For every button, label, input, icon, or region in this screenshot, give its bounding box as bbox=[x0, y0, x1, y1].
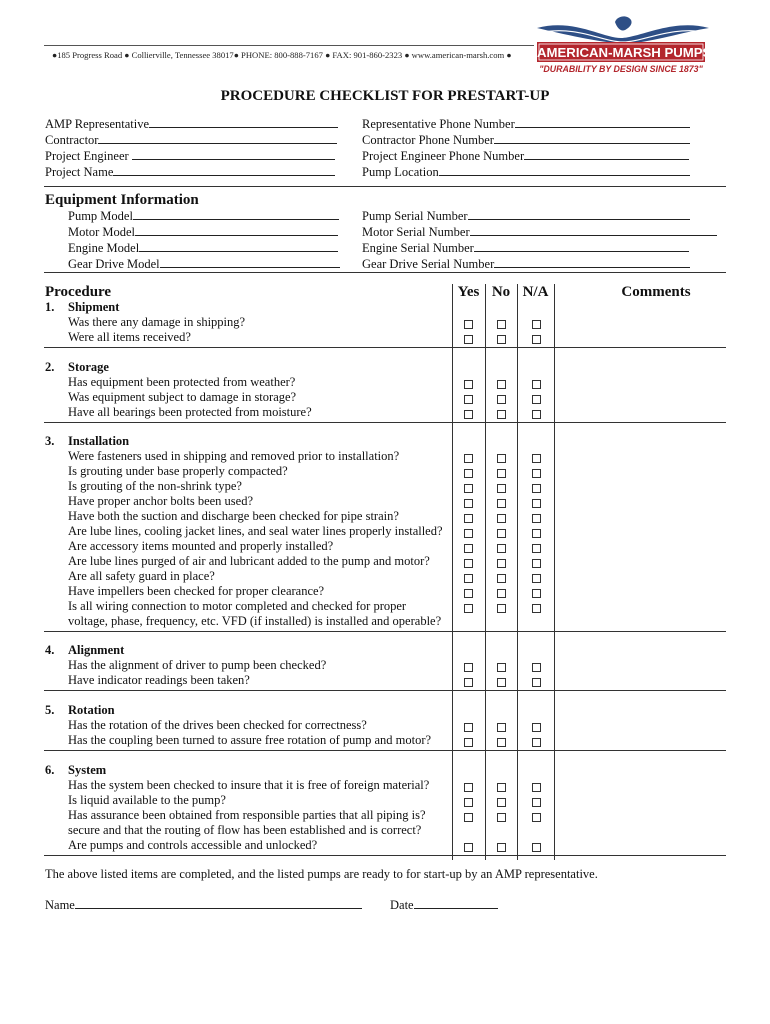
checkbox-na[interactable] bbox=[532, 738, 541, 747]
checkbox-yes[interactable] bbox=[464, 798, 473, 807]
checkbox-yes[interactable] bbox=[464, 589, 473, 598]
field-amp-representative[interactable]: AMP Representative bbox=[45, 116, 338, 132]
checklist-question: Was there any damage in shipping? bbox=[68, 315, 246, 329]
checklist-question: secure and that the routing of flow has been established and is correct? bbox=[68, 823, 422, 837]
checklist-question: Has assurance been obtained from responsible parties that all piping is? bbox=[68, 808, 426, 822]
checkbox-na[interactable] bbox=[532, 723, 541, 732]
procedure-heading: Procedure bbox=[45, 284, 112, 300]
checkbox-yes[interactable] bbox=[464, 320, 473, 329]
checkbox-yes[interactable] bbox=[464, 380, 473, 389]
column-line bbox=[485, 284, 486, 860]
col-na: N/A bbox=[522, 284, 549, 300]
equipment-left bbox=[68, 208, 340, 272]
field-project-engineer[interactable]: Project Engineer bbox=[45, 148, 338, 164]
field-motor-model[interactable]: Motor Model bbox=[68, 224, 340, 240]
checkbox-na[interactable] bbox=[532, 514, 541, 523]
checkbox-yes[interactable] bbox=[464, 529, 473, 538]
page-title: PROCEDURE CHECKLIST FOR PRESTART-UP bbox=[220, 88, 550, 104]
checklist-question: Is grouting under base properly compacted? bbox=[68, 464, 288, 478]
section-number: 2. bbox=[45, 360, 55, 374]
logo-tagline: "DURABILITY BY DESIGN SINCE 1873" bbox=[539, 64, 703, 74]
checkbox-na[interactable] bbox=[532, 574, 541, 583]
checkbox-yes[interactable] bbox=[464, 454, 473, 463]
checklist-question: Are accessory items mounted and properly installed? bbox=[68, 539, 334, 553]
checkbox-yes[interactable] bbox=[464, 484, 473, 493]
col-no: No bbox=[491, 284, 511, 300]
field-project-engineer-phone[interactable]: Project Engineer Phone Number bbox=[362, 148, 690, 164]
checklist-question: Have all bearings been protected from moisture? bbox=[68, 405, 312, 419]
equipment-right bbox=[362, 208, 717, 272]
checkbox-no[interactable] bbox=[497, 723, 506, 732]
checkbox-na[interactable] bbox=[532, 469, 541, 478]
checklist-question: Has the alignment of driver to pump been checked? bbox=[68, 658, 327, 672]
column-line bbox=[517, 284, 518, 860]
checkbox-na[interactable] bbox=[532, 544, 541, 553]
checkbox-na[interactable] bbox=[532, 559, 541, 568]
checklist-question: Was equipment subject to damage in storage? bbox=[68, 390, 297, 404]
field-engine-model[interactable]: Engine Model bbox=[68, 240, 340, 256]
checkbox-no[interactable] bbox=[497, 843, 506, 852]
field-engine-serial[interactable]: Engine Serial Number bbox=[362, 240, 717, 256]
section-number: 3. bbox=[45, 434, 55, 448]
field-pump-model[interactable]: Pump Model bbox=[68, 208, 340, 224]
checkbox-na[interactable] bbox=[532, 843, 541, 852]
checkbox-no[interactable] bbox=[497, 529, 506, 538]
section-number: 6. bbox=[45, 763, 55, 777]
checkbox-na[interactable] bbox=[532, 783, 541, 792]
checkbox-no[interactable] bbox=[497, 514, 506, 523]
checkbox-no[interactable] bbox=[497, 335, 506, 344]
checkbox-na[interactable] bbox=[532, 335, 541, 344]
checklist-question: Has the system been checked to insure that it is free of foreign material? bbox=[68, 778, 430, 792]
checkbox-yes[interactable] bbox=[464, 604, 473, 613]
contact-left bbox=[45, 116, 338, 180]
checklist-question: Is grouting of the non-shrink type? bbox=[68, 479, 242, 493]
checklist-question: Is all wiring connection to motor completed and checked for proper bbox=[68, 599, 407, 613]
checkbox-na[interactable] bbox=[532, 410, 541, 419]
checkbox-no[interactable] bbox=[497, 589, 506, 598]
checkbox-yes[interactable] bbox=[464, 395, 473, 404]
section-title: Installation bbox=[68, 434, 130, 448]
logo-text: AMERICAN-MARSH PUMPS bbox=[537, 45, 712, 60]
checkbox-na[interactable] bbox=[532, 529, 541, 538]
contact-right bbox=[362, 116, 690, 180]
header-rule bbox=[44, 45, 534, 46]
col-comments: Comments bbox=[621, 284, 691, 300]
checkbox-na[interactable] bbox=[532, 678, 541, 687]
checkbox-yes[interactable] bbox=[464, 514, 473, 523]
checkbox-yes[interactable] bbox=[464, 723, 473, 732]
checklist-question: Has the coupling been turned to assure free rotation of pump and motor? bbox=[68, 733, 432, 747]
section-divider bbox=[44, 855, 726, 856]
section-number: 1. bbox=[45, 300, 55, 314]
checkbox-no[interactable] bbox=[497, 559, 506, 568]
checkbox-na[interactable] bbox=[532, 454, 541, 463]
checkbox-yes[interactable] bbox=[464, 469, 473, 478]
checklist-question: Have proper anchor bolts been used? bbox=[68, 494, 253, 508]
section-title: System bbox=[68, 763, 107, 777]
divider bbox=[44, 186, 726, 187]
checkbox-no[interactable] bbox=[497, 320, 506, 329]
checklist-question: voltage, phase, frequency, etc. VFD (if installed) is installed and operable? bbox=[68, 614, 442, 628]
checkbox-na[interactable] bbox=[532, 499, 541, 508]
checkbox-no[interactable] bbox=[497, 738, 506, 747]
section-divider bbox=[44, 690, 726, 691]
section-divider bbox=[44, 422, 726, 423]
field-representative-phone[interactable]: Representative Phone Number bbox=[362, 116, 690, 132]
field-name[interactable]: Name bbox=[45, 897, 362, 913]
checkbox-yes[interactable] bbox=[464, 813, 473, 822]
checklist-question: Is liquid available to the pump? bbox=[68, 793, 226, 807]
completion-statement: The above listed items are completed, and the listed pumps are ready to for start-up by an AMP representative. bbox=[45, 867, 598, 881]
checklist-question: Were all items received? bbox=[68, 330, 191, 344]
checkbox-na[interactable] bbox=[532, 484, 541, 493]
section-divider bbox=[44, 750, 726, 751]
checkbox-no[interactable] bbox=[497, 604, 506, 613]
section-divider bbox=[44, 347, 726, 348]
field-gear-drive-model[interactable]: Gear Drive Model bbox=[68, 256, 340, 272]
field-project-name[interactable]: Project Name bbox=[45, 164, 338, 180]
checkbox-no[interactable] bbox=[497, 499, 506, 508]
checkbox-yes[interactable] bbox=[464, 559, 473, 568]
checklist-question: Are lube lines purged of air and lubricant added to the pump and motor? bbox=[68, 554, 430, 568]
checkbox-na[interactable] bbox=[532, 813, 541, 822]
checkbox-na[interactable] bbox=[532, 320, 541, 329]
checkbox-yes[interactable] bbox=[464, 678, 473, 687]
checklist-question: Have impellers been checked for proper clearance? bbox=[68, 584, 325, 598]
field-contractor-phone[interactable]: Contractor Phone Number bbox=[362, 132, 690, 148]
checkbox-na[interactable] bbox=[532, 395, 541, 404]
checklist-question: Are all safety guard in place? bbox=[68, 569, 215, 583]
column-line bbox=[554, 284, 555, 860]
checkbox-no[interactable] bbox=[497, 798, 506, 807]
field-contractor[interactable]: Contractor bbox=[45, 132, 338, 148]
checkbox-no[interactable] bbox=[497, 484, 506, 493]
checkbox-yes[interactable] bbox=[464, 663, 473, 672]
checkbox-yes[interactable] bbox=[464, 499, 473, 508]
checklist-question: Has equipment been protected from weather? bbox=[68, 375, 296, 389]
checkbox-yes[interactable] bbox=[464, 410, 473, 419]
section-title: Shipment bbox=[68, 300, 120, 314]
equipment-heading: Equipment Information bbox=[45, 192, 199, 208]
checkbox-no[interactable] bbox=[497, 395, 506, 404]
checkbox-no[interactable] bbox=[497, 813, 506, 822]
checkbox-no[interactable] bbox=[497, 454, 506, 463]
checkbox-yes[interactable] bbox=[464, 783, 473, 792]
field-pump-serial[interactable]: Pump Serial Number bbox=[362, 208, 717, 224]
checklist-question: Has the rotation of the drives been checked for correctness? bbox=[68, 718, 367, 732]
checkbox-yes[interactable] bbox=[464, 544, 473, 553]
section-title: Rotation bbox=[68, 703, 115, 717]
divider bbox=[44, 272, 726, 273]
column-line bbox=[452, 284, 453, 860]
checklist-question: Are lube lines, cooling jacket lines, and seal water lines properly installed? bbox=[68, 524, 443, 538]
checklist-question: Have indicator readings been taken? bbox=[68, 673, 250, 687]
section-title: Storage bbox=[68, 360, 109, 374]
checklist-question: Have both the suction and discharge been checked for pipe strain? bbox=[68, 509, 399, 523]
section-title: Alignment bbox=[68, 643, 125, 657]
checkbox-na[interactable] bbox=[532, 663, 541, 672]
checkbox-yes[interactable] bbox=[464, 335, 473, 344]
field-date[interactable]: Date bbox=[390, 897, 498, 913]
checkbox-no[interactable] bbox=[497, 469, 506, 478]
checklist-question: Are pumps and controls accessible and unlocked? bbox=[68, 838, 318, 852]
checkbox-na[interactable] bbox=[532, 589, 541, 598]
checkbox-no[interactable] bbox=[497, 380, 506, 389]
section-divider bbox=[44, 631, 726, 632]
checkbox-na[interactable] bbox=[532, 380, 541, 389]
checkbox-no[interactable] bbox=[497, 410, 506, 419]
field-gear-drive-serial[interactable]: Gear Drive Serial Number bbox=[362, 256, 717, 272]
checkbox-na[interactable] bbox=[532, 604, 541, 613]
field-motor-serial[interactable]: Motor Serial Number bbox=[362, 224, 717, 240]
checkbox-yes[interactable] bbox=[464, 843, 473, 852]
checkbox-no[interactable] bbox=[497, 783, 506, 792]
checkbox-no[interactable] bbox=[497, 678, 506, 687]
section-number: 4. bbox=[45, 643, 55, 657]
company-address: ●185 Progress Road ● Collierville, Tennessee 38017● PHONE: 800-888-7167 ● FAX: 901-860-2323 ● www.american-marsh.com ● bbox=[52, 50, 512, 60]
section-number: 5. bbox=[45, 703, 55, 717]
company-logo bbox=[533, 12, 713, 82]
checklist-question: Were fasteners used in shipping and removed prior to installation? bbox=[68, 449, 400, 463]
checkbox-no[interactable] bbox=[497, 663, 506, 672]
checkbox-no[interactable] bbox=[497, 544, 506, 553]
checkbox-yes[interactable] bbox=[464, 738, 473, 747]
checkbox-yes[interactable] bbox=[464, 574, 473, 583]
field-pump-location[interactable]: Pump Location bbox=[362, 164, 690, 180]
checkbox-no[interactable] bbox=[497, 574, 506, 583]
checkbox-na[interactable] bbox=[532, 798, 541, 807]
col-yes: Yes bbox=[457, 284, 480, 300]
